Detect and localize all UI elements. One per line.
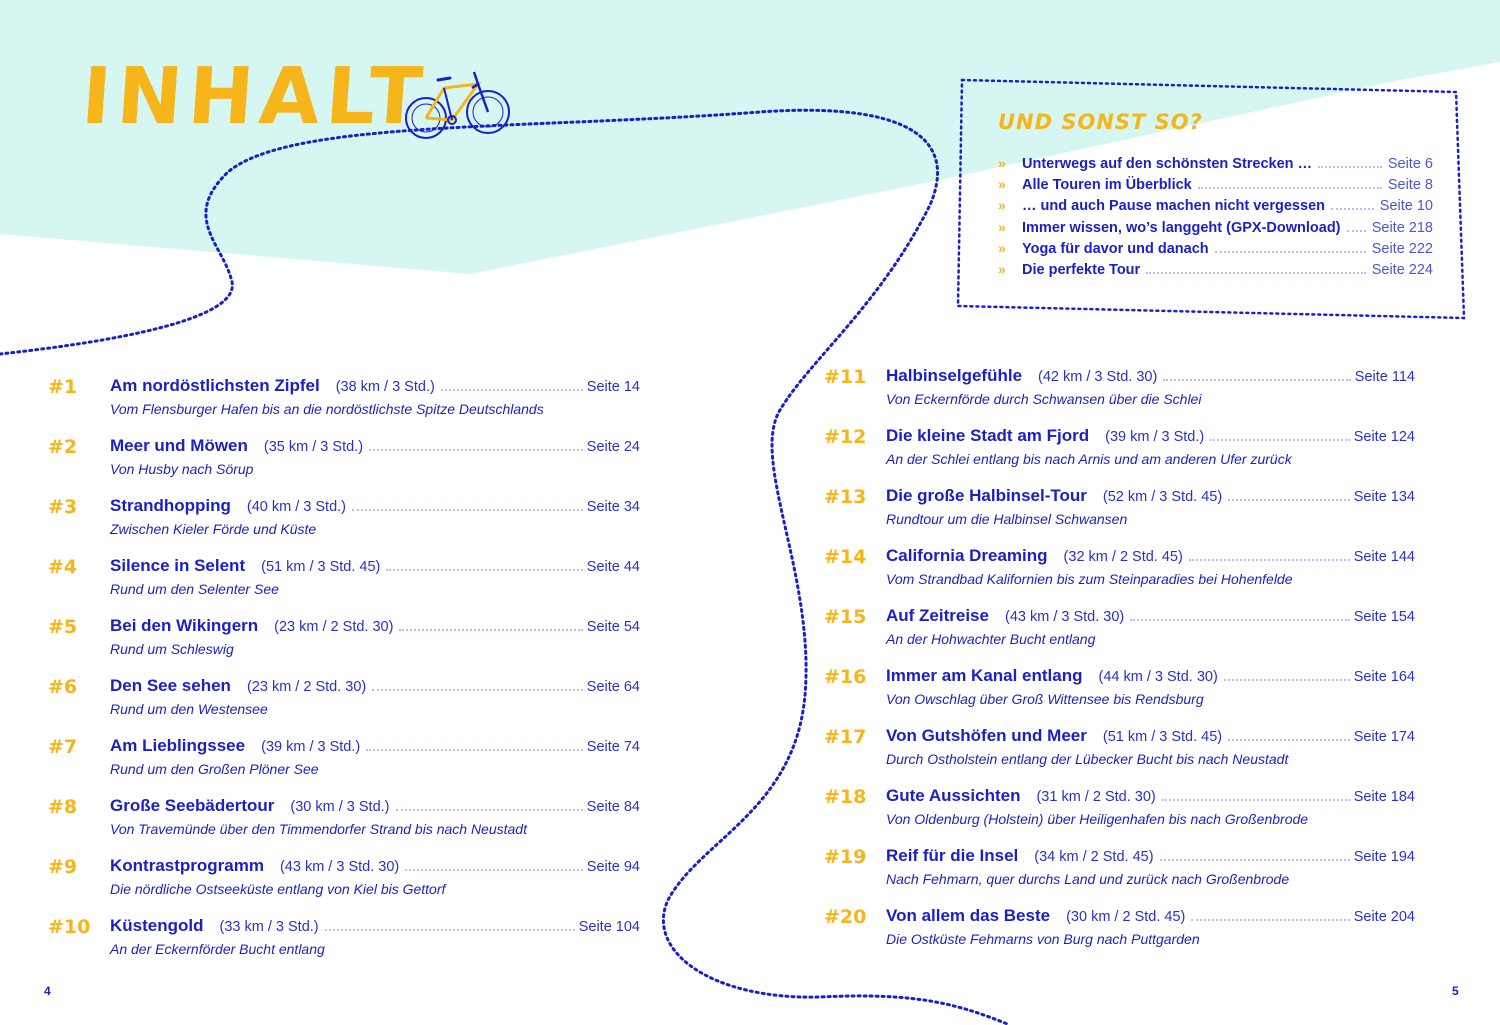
double-chevron-icon: »	[998, 155, 1006, 171]
tour-page: Seite 44	[586, 559, 640, 575]
dot-leader	[1228, 499, 1350, 501]
tour-title-line	[110, 556, 640, 576]
dot-leader	[1347, 230, 1366, 232]
extras-item-label: Alle Touren im Überblick	[1022, 177, 1192, 194]
tour-entry[interactable]	[824, 484, 1415, 544]
tour-number: #9	[48, 856, 78, 878]
tour-entry[interactable]	[824, 604, 1415, 664]
tour-title-line	[110, 916, 640, 936]
tour-distance-duration: (33 km / 3 Std.)	[219, 919, 319, 935]
extras-item-label: Yoga für davor und danach	[1022, 240, 1209, 257]
tour-page: Seite 54	[586, 619, 640, 635]
tour-description: An der Eckernförder Bucht entlang	[110, 941, 325, 957]
extras-item[interactable]	[998, 155, 1433, 176]
tour-number: #11	[824, 366, 867, 388]
tour-page: Seite 154	[1353, 609, 1415, 625]
tour-entry[interactable]	[48, 434, 640, 494]
tour-page: Seite 134	[1353, 489, 1415, 505]
tour-entry[interactable]	[48, 914, 640, 974]
dot-leader	[372, 689, 583, 691]
tour-description: An der Hohwachter Bucht entlang	[886, 631, 1096, 647]
tour-name: Meer und Möwen	[110, 436, 248, 455]
tour-number: #7	[48, 736, 78, 758]
tour-title-line	[886, 906, 1415, 926]
tour-name: Große Seebädertour	[110, 796, 275, 815]
tour-page: Seite 14	[586, 379, 640, 395]
tour-name: Die große Halbinsel-Tour	[886, 486, 1087, 505]
dot-leader	[1210, 439, 1349, 441]
dot-leader	[1160, 859, 1350, 861]
dot-leader	[325, 929, 575, 931]
tour-page: Seite 114	[1354, 369, 1415, 385]
tour-number: #16	[824, 666, 867, 688]
tour-title-line	[110, 856, 640, 876]
tour-page: Seite 144	[1353, 549, 1415, 565]
tour-description: Von Travemünde über den Timmendorfer Strand bis nach Neustadt	[110, 821, 527, 837]
tour-title-line	[886, 786, 1415, 806]
extras-item-label: Immer wissen, wo’s langgeht (GPX-Download)	[1022, 219, 1341, 236]
tour-page: Seite 204	[1353, 909, 1415, 925]
tour-entry[interactable]	[824, 724, 1415, 784]
dot-leader	[386, 569, 582, 571]
tour-distance-duration: (30 km / 2 Std. 45)	[1066, 909, 1186, 925]
tour-distance-duration: (51 km / 3 Std. 45)	[1102, 729, 1223, 745]
tour-entry[interactable]	[824, 364, 1415, 424]
dot-leader	[399, 629, 582, 631]
tour-page: Seite 74	[586, 739, 640, 755]
tour-distance-duration: (44 km / 3 Std. 30)	[1098, 669, 1218, 685]
tour-description: Die nördliche Ostseeküste entlang von Kiel bis Gettorf	[110, 881, 446, 897]
tour-name: Am Lieblingssee	[110, 736, 246, 755]
tour-description: Die Ostküste Fehmarns von Burg nach Puttgarden	[886, 931, 1200, 947]
tour-entry[interactable]	[48, 374, 640, 434]
tour-name: Kontrastprogramm	[110, 856, 264, 875]
tour-list-right	[824, 364, 1415, 964]
tour-title-line	[110, 496, 640, 516]
dot-leader	[1318, 166, 1382, 168]
tour-list-left	[48, 374, 640, 974]
extras-heading: UND SONST SO?	[998, 110, 1203, 134]
extras-item-page: Seite 10	[1379, 198, 1433, 215]
tour-distance-duration: (23 km / 2 Std. 30)	[246, 679, 367, 695]
extras-item[interactable]	[998, 219, 1433, 240]
tour-distance-duration: (43 km / 3 Std. 30)	[1004, 609, 1125, 625]
tour-distance-duration: (30 km / 3 Std.)	[290, 799, 390, 815]
double-chevron-icon: »	[998, 197, 1006, 214]
tour-distance-duration: (40 km / 3 Std.)	[246, 499, 346, 515]
tour-name: Immer am Kanal entlang	[886, 666, 1083, 685]
double-chevron-icon: »	[998, 176, 1006, 193]
tour-page: Seite 24	[586, 439, 640, 455]
extras-item-page: Seite 222	[1371, 240, 1433, 257]
tour-title-line	[886, 486, 1415, 506]
tour-distance-duration: (39 km / 3 Std.)	[1105, 429, 1205, 445]
tour-distance-duration: (31 km / 2 Std. 30)	[1036, 789, 1156, 805]
tour-name: Reif für die Insel	[886, 846, 1019, 865]
tour-title-line	[110, 616, 640, 636]
tour-entry[interactable]	[48, 794, 640, 854]
dot-leader	[1228, 739, 1350, 741]
tour-entry[interactable]	[824, 664, 1415, 724]
tour-page: Seite 124	[1353, 429, 1415, 445]
tour-page: Seite 164	[1353, 669, 1415, 685]
tour-entry[interactable]	[48, 734, 640, 794]
dot-leader	[1215, 251, 1366, 253]
tour-distance-duration: (43 km / 3 Std. 30)	[279, 859, 400, 875]
extras-item[interactable]	[998, 176, 1433, 197]
tour-description: Von Husby nach Sörup	[110, 461, 254, 477]
tour-number: #20	[824, 906, 867, 928]
tour-entry[interactable]	[48, 554, 640, 614]
extras-item-label: Die perfekte Tour	[1022, 261, 1141, 278]
page-title: INHALT	[78, 52, 432, 142]
bicycle-icon	[402, 66, 514, 144]
tour-name: Von allem das Beste	[886, 906, 1051, 925]
extras-item-page: Seite 224	[1371, 261, 1433, 278]
extras-item-label: … und auch Pause machen nicht vergessen	[1022, 198, 1325, 215]
page-number-right: 5	[1452, 984, 1459, 998]
tour-entry[interactable]	[824, 904, 1415, 964]
tour-distance-duration: (38 km / 3 Std.)	[335, 379, 435, 395]
double-chevron-icon: »	[998, 218, 1006, 235]
double-chevron-icon: »	[998, 239, 1006, 256]
tour-name: Küstengold	[110, 916, 204, 935]
tour-description: An der Schlei entlang bis nach Arnis und am anderen Ufer zurück	[886, 451, 1292, 467]
dot-leader	[352, 509, 583, 511]
tour-title-line	[110, 796, 640, 816]
extras-item-page: Seite 6	[1387, 156, 1433, 172]
tour-number: #12	[824, 426, 867, 448]
tour-distance-duration: (23 km / 2 Std. 30)	[274, 619, 394, 635]
extras-item-page: Seite 218	[1371, 219, 1433, 236]
dot-leader	[1189, 559, 1350, 561]
dot-leader	[405, 869, 583, 871]
tour-title-line	[886, 846, 1415, 866]
tour-title-line	[110, 736, 640, 756]
tour-title-line	[886, 606, 1415, 626]
tour-page: Seite 104	[578, 919, 640, 935]
tour-page: Seite 64	[586, 679, 640, 695]
dot-leader	[1130, 619, 1349, 621]
tour-title-line	[110, 436, 640, 456]
tour-entry[interactable]	[48, 674, 640, 734]
tour-name: Von Gutshöfen und Meer	[886, 726, 1087, 745]
tour-title-line	[110, 676, 640, 696]
tour-name: California Dreaming	[886, 546, 1048, 565]
extras-list	[998, 155, 1433, 282]
tour-page: Seite 174	[1353, 729, 1415, 745]
tour-number: #13	[824, 486, 867, 508]
tour-number: #14	[824, 546, 867, 568]
dot-leader	[369, 449, 583, 451]
tour-distance-duration: (35 km / 3 Std.)	[263, 439, 364, 455]
tour-description: Rund um den Großen Plöner See	[110, 761, 319, 777]
tour-description: Rundtour um die Halbinsel Schwansen	[886, 511, 1128, 527]
tour-description: Vom Flensburger Hafen bis an die nordöstlichste Spitze Deutschlands	[110, 401, 544, 417]
tour-number: #19	[824, 846, 867, 868]
tour-name: Den See sehen	[110, 676, 231, 695]
extras-item[interactable]	[998, 261, 1433, 282]
extras-item[interactable]	[998, 240, 1433, 261]
tour-number: #15	[824, 606, 867, 628]
tour-description: Rund um den Selenter See	[110, 581, 279, 597]
tour-page: Seite 194	[1353, 849, 1415, 865]
tour-name: Silence in Selent	[110, 556, 246, 575]
dot-leader	[1163, 379, 1350, 381]
dot-leader	[1191, 919, 1349, 921]
tour-name: Bei den Wikingern	[110, 616, 259, 635]
tour-distance-duration: (34 km / 2 Std. 45)	[1034, 849, 1154, 865]
dot-leader	[396, 809, 583, 811]
tour-page: Seite 84	[586, 799, 640, 815]
dot-leader	[1198, 187, 1382, 189]
tour-description: Von Owschlag über Groß Wittensee bis Rendsburg	[886, 691, 1204, 707]
tour-number: #6	[48, 676, 78, 698]
tour-entry[interactable]	[48, 614, 640, 674]
tour-distance-duration: (39 km / 3 Std.)	[261, 739, 361, 755]
tour-description: Rund um Schleswig	[110, 641, 234, 657]
tour-entry[interactable]	[48, 494, 640, 554]
tour-title-line	[886, 366, 1415, 386]
tour-description: Durch Ostholstein entlang der Lübecker Bucht bis nach Neustadt	[886, 751, 1289, 767]
tour-description: Von Eckernförde durch Schwansen über die Schlei	[886, 391, 1202, 407]
tour-number: #3	[48, 496, 78, 518]
tour-number: #17	[824, 726, 867, 748]
tour-entry[interactable]	[824, 784, 1415, 844]
tour-name: Gute Aussichten	[886, 786, 1021, 805]
tour-distance-duration: (42 km / 3 Std. 30)	[1038, 369, 1158, 385]
tour-description: Rund um den Westensee	[110, 701, 268, 717]
tour-distance-duration: (51 km / 3 Std. 45)	[261, 559, 381, 575]
dot-leader	[1331, 208, 1374, 210]
extras-item-page: Seite 8	[1387, 177, 1433, 194]
tour-number: #4	[48, 556, 78, 578]
tour-name: Halbinselgefühle	[886, 366, 1023, 385]
dot-leader	[1162, 799, 1350, 801]
tour-number: #10	[48, 916, 91, 938]
extras-item-label: Unterwegs auf den schönsten Strecken …	[1022, 156, 1313, 172]
tour-name: Strandhopping	[110, 496, 231, 515]
tour-title-line	[110, 376, 640, 396]
tour-name: Am nordöstlichsten Zipfel	[110, 376, 320, 395]
tour-description: Zwischen Kieler Förde und Küste	[110, 521, 317, 537]
dot-leader	[366, 749, 583, 751]
tour-page: Seite 94	[586, 859, 640, 875]
tour-number: #1	[48, 376, 78, 398]
double-chevron-icon: »	[998, 260, 1006, 277]
tour-description: Von Oldenburg (Holstein) über Heiligenhafen bis nach Großenbrode	[886, 811, 1309, 827]
tour-title-line	[886, 546, 1415, 566]
tour-page: Seite 34	[586, 499, 640, 515]
tour-description: Vom Strandbad Kalifornien bis zum Steinparadies bei Hohenfelde	[886, 571, 1293, 587]
page-number-left: 4	[44, 984, 51, 998]
tour-distance-duration: (32 km / 2 Std. 45)	[1063, 549, 1183, 565]
extras-item[interactable]	[998, 197, 1433, 218]
tour-number: #2	[48, 436, 78, 458]
tour-description: Nach Fehmarn, quer durchs Land und zurück nach Großenbrode	[886, 871, 1290, 887]
dot-leader	[1146, 272, 1366, 274]
tour-name: Auf Zeitreise	[886, 606, 989, 625]
tour-number: #5	[48, 616, 78, 638]
dot-leader	[1224, 679, 1350, 681]
tour-page: Seite 184	[1353, 789, 1415, 805]
tour-entry[interactable]	[824, 844, 1415, 904]
tour-title-line	[886, 426, 1415, 446]
tour-entry[interactable]	[824, 424, 1415, 484]
tour-title-line	[886, 726, 1415, 746]
tour-number: #18	[824, 786, 867, 808]
tour-name: Die kleine Stadt am Fjord	[886, 426, 1090, 445]
tour-title-line	[886, 666, 1415, 686]
tour-entry[interactable]	[48, 854, 640, 914]
tour-number: #8	[48, 796, 78, 818]
tour-distance-duration: (52 km / 3 Std. 45)	[1102, 489, 1223, 505]
dot-leader	[441, 389, 583, 391]
tour-entry[interactable]	[824, 544, 1415, 604]
